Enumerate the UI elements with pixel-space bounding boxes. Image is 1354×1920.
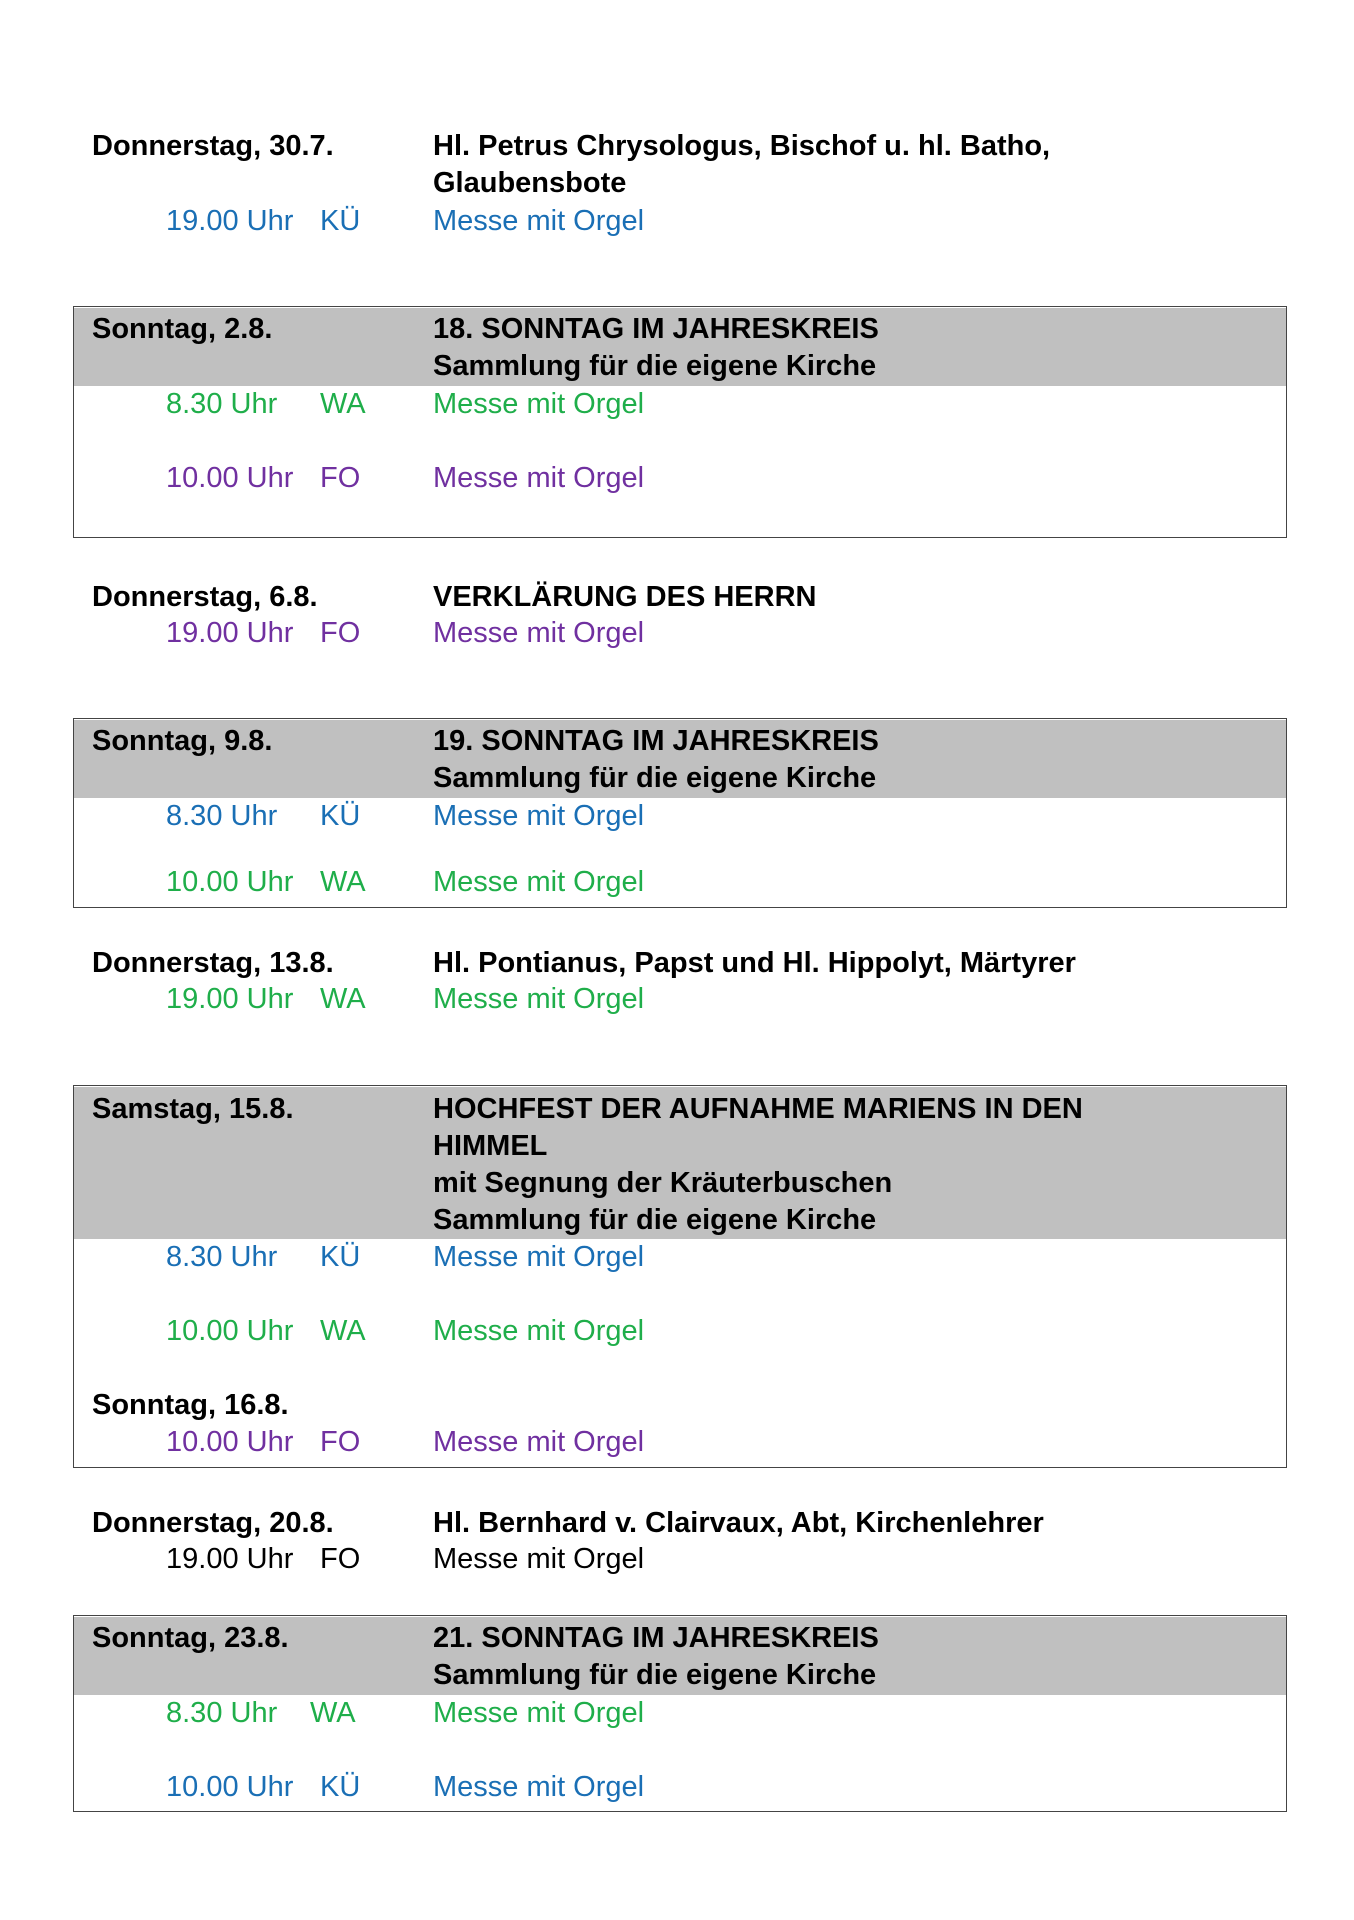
service-place: WA [320, 388, 366, 420]
service-time: 19.00 Uhr [166, 1543, 294, 1575]
service-desc: Messe mit Orgel [433, 388, 645, 420]
event-title: 21. SONNTAG IM JAHRESKREIS [433, 1622, 879, 1654]
service-desc: Messe mit Orgel [433, 866, 645, 898]
service-place: WA [320, 983, 366, 1015]
service-time: 10.00 Uhr [166, 1426, 294, 1458]
service-place: KÜ [320, 205, 361, 237]
event-title: Hl. Bernhard v. Clairvaux, Abt, Kirchenlehrer [433, 1507, 1044, 1539]
event-title: Sammlung für die eigene Kirche [433, 1204, 877, 1236]
service-time: 19.00 Uhr [166, 617, 294, 649]
service-desc: Messe mit Orgel [433, 205, 645, 237]
service-time: 10.00 Uhr [166, 1771, 294, 1803]
service-place: FO [320, 1426, 361, 1458]
service-place: FO [320, 462, 361, 494]
event-day: Sonntag, 2.8. [92, 313, 273, 345]
service-time: 8.30 Uhr [166, 388, 278, 420]
event-day: Sonntag, 16.8. [92, 1389, 289, 1421]
service-place: KÜ [320, 1241, 361, 1273]
service-place: FO [320, 1543, 361, 1575]
event-title: 19. SONNTAG IM JAHRESKREIS [433, 725, 879, 757]
service-desc: Messe mit Orgel [433, 1315, 645, 1347]
service-desc: Messe mit Orgel [433, 1241, 645, 1273]
event-title: VERKLÄRUNG DES HERRN [433, 581, 817, 613]
event-day: Samstag, 15.8. [92, 1093, 294, 1125]
service-place: KÜ [320, 800, 361, 832]
service-desc: Messe mit Orgel [433, 462, 645, 494]
event-title: HOCHFEST DER AUFNAHME MARIENS IN DEN [433, 1093, 1083, 1125]
service-place: WA [320, 1315, 366, 1347]
event-title: 18. SONNTAG IM JAHRESKREIS [433, 313, 879, 345]
service-time: 8.30 Uhr [166, 1697, 278, 1729]
service-desc: Messe mit Orgel [433, 1543, 645, 1575]
service-desc: Messe mit Orgel [433, 1426, 645, 1458]
event-day: Donnerstag, 30.7. [92, 130, 334, 162]
event-title: Hl. Petrus Chrysologus, Bischof u. hl. Batho, [433, 130, 1051, 162]
service-time: 10.00 Uhr [166, 462, 294, 494]
service-desc: Messe mit Orgel [433, 800, 645, 832]
event-day: Sonntag, 9.8. [92, 725, 273, 757]
event-title: HIMMEL [433, 1130, 548, 1162]
event-day: Donnerstag, 13.8. [92, 947, 334, 979]
service-desc: Messe mit Orgel [433, 617, 645, 649]
event-day: Sonntag, 23.8. [92, 1622, 289, 1654]
service-place: KÜ [320, 1771, 361, 1803]
service-time: 19.00 Uhr [166, 983, 294, 1015]
service-time: 8.30 Uhr [166, 1241, 278, 1273]
event-day: Donnerstag, 20.8. [92, 1507, 334, 1539]
event-title: Sammlung für die eigene Kirche [433, 762, 877, 794]
service-time: 10.00 Uhr [166, 866, 294, 898]
service-desc: Messe mit Orgel [433, 1697, 645, 1729]
service-desc: Messe mit Orgel [433, 1771, 645, 1803]
service-place: WA [310, 1697, 356, 1729]
event-title: Hl. Pontianus, Papst und Hl. Hippolyt, Märtyrer [433, 947, 1076, 979]
event-title: Sammlung für die eigene Kirche [433, 1659, 877, 1691]
event-title: Glaubensbote [433, 167, 627, 199]
service-place: WA [320, 866, 366, 898]
service-time: 19.00 Uhr [166, 205, 294, 237]
event-title: Sammlung für die eigene Kirche [433, 350, 877, 382]
event-day: Donnerstag, 6.8. [92, 581, 318, 613]
event-title: mit Segnung der Kräuterbuschen [433, 1167, 893, 1199]
service-desc: Messe mit Orgel [433, 983, 645, 1015]
service-time: 8.30 Uhr [166, 800, 278, 832]
service-place: FO [320, 617, 361, 649]
service-time: 10.00 Uhr [166, 1315, 294, 1347]
